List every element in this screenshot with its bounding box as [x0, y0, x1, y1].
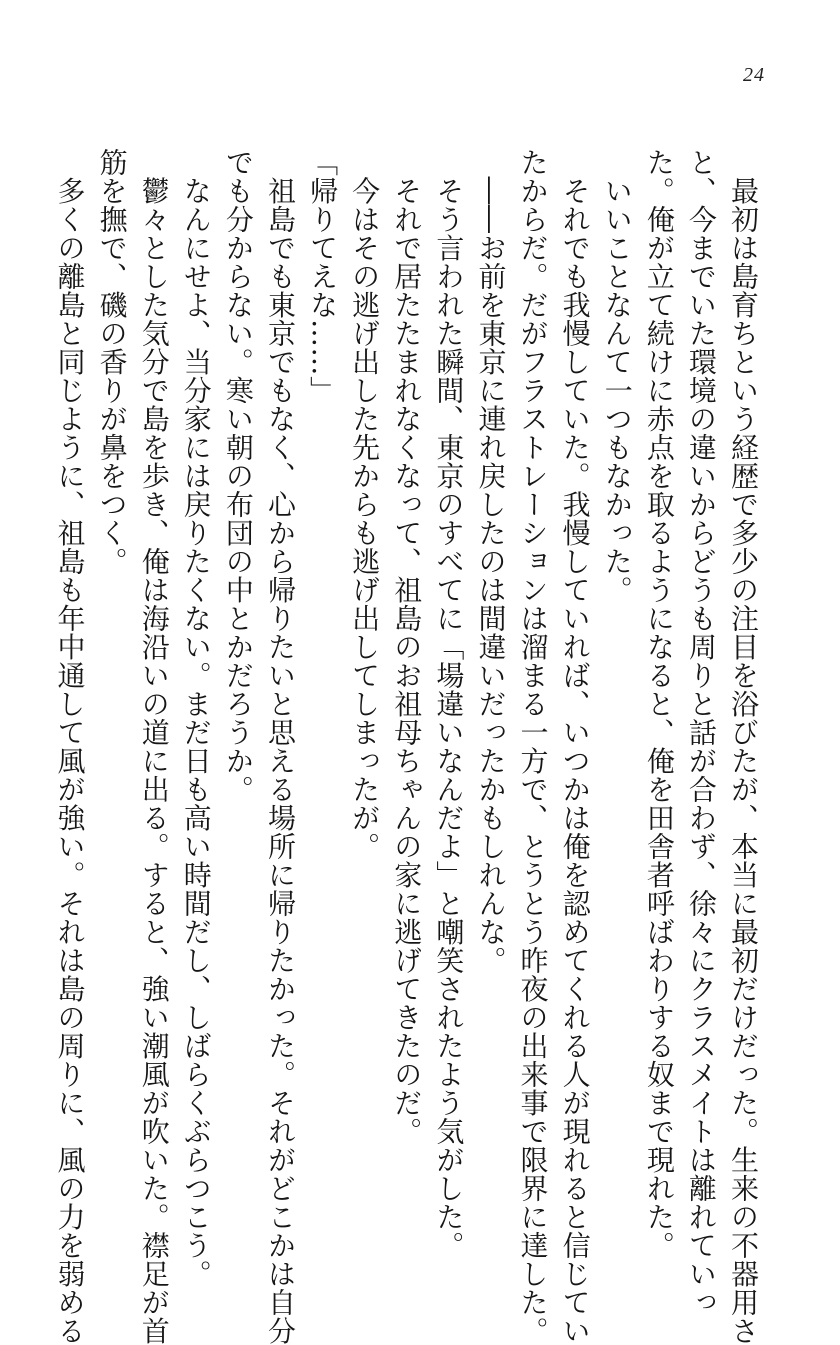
text-line: と、今までいた環境の違いからどうも周りと話が合わず、徐々にクラスメイトは離れていっ	[684, 148, 718, 1317]
text-line: 祖島でも東京でもなく、心から帰りたいと思える場所に帰りたかった。それがどこかは自分	[263, 148, 297, 1345]
text-line: た。俺が立て続けに赤点を取るようになると、俺を田舎者呼ばわりする奴まで現れた。	[642, 148, 676, 1260]
page-number: 24	[743, 64, 765, 86]
vertical-text-block	[53, 148, 760, 1345]
text-line: たからだ。だがフラストレーションは溜まる一方で、とうとう昨夜の出来事で限界に達した。	[516, 148, 550, 1345]
text-line: 鬱々とした気分で島を歩き、俺は海沿いの道に出る。すると、強い潮風が吹いた。襟足が首	[137, 148, 171, 1345]
text-line: 今はその逃げ出した先からも逃げ出してしまったが。	[348, 148, 382, 861]
text-line: 筋を撫で、磯の香りが鼻をつく。	[95, 148, 129, 576]
text-line: いいことなんて一つもなかった。	[600, 148, 634, 604]
text-line: でも分からない。寒い朝の布団の中とかだろうか。	[221, 148, 255, 804]
text-line: 多くの離島と同じように、祖島も年中通して風が強い。それは島の周りに、風の力を弱める	[53, 148, 87, 1345]
text-line: そう言われた瞬間、東京のすべてに「場違いなんだよ」と嘲笑されたよう気がした。	[432, 148, 466, 1260]
text-line: それで居たたまれなくなって、祖島のお祖母ちゃんの家に逃げてきたのだ。	[390, 148, 424, 1146]
text-line: なんにせよ、当分家には戻りたくない。まだ日も高い時間だし、しばらくぶらつこう。	[179, 148, 213, 1288]
text-line: ――お前を東京に連れ戻したのは間違いだったかもしれんな。	[474, 148, 508, 975]
text-line: それでも我慢していた。我慢していれば、いつかは俺を認めてくれる人が現れると信じてい	[558, 148, 592, 1345]
text-line: 最初は島育ちという経歴で多少の注目を浴びたが、本当に最初だけだった。生来の不器用さ	[727, 148, 760, 1345]
text-line: 「帰りてえな……」	[306, 148, 340, 405]
